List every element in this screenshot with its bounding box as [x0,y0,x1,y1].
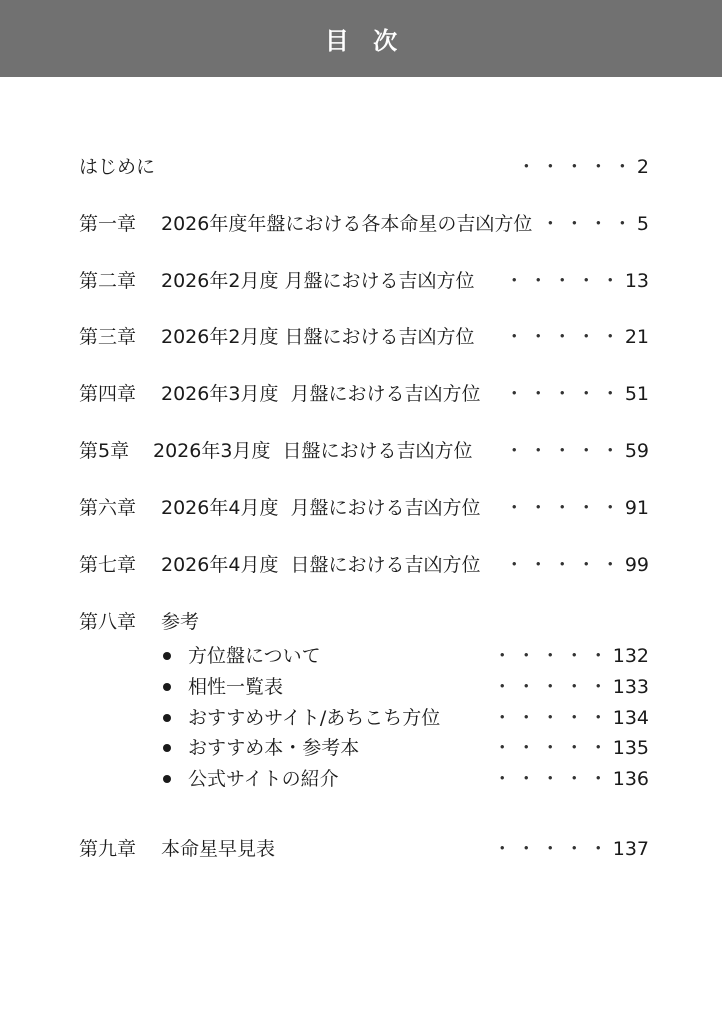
chapter-title: 2026年4月度 月盤における吉凶方位 [161,497,481,519]
toc-subentry[interactable] [163,765,649,793]
toc-entry-page [505,436,649,466]
chapter-title: 2026年2月度 月盤における吉凶方位 [161,270,475,292]
bullet-icon [163,775,171,783]
toc-entry-page [505,493,649,523]
toc-subentry-label: 相性一覧表 [188,676,284,698]
toc-page-number: 13 [624,270,649,292]
chapter-number: 第六章 [79,497,137,519]
chapter-title: 2026年3月度 月盤における吉凶方位 [161,383,481,405]
chapter-title: 2026年2月度 日盤における吉凶方位 [161,326,475,348]
toc-entry-chapter-3[interactable] [79,322,649,352]
toc-leader-dots: ・・・・・ [492,676,613,698]
toc-leader-dots: ・・・・・ [504,270,625,292]
toc-subentry[interactable] [163,704,649,732]
chapter-title: 2026年3月度 日盤における吉凶方位 [153,440,473,462]
toc-entry-page [505,379,649,409]
toc-leader-dots: ・・・・ [540,213,637,235]
toc-entry-label [79,436,473,466]
toc-leader-dots: ・・・・・ [504,326,625,348]
toc-subentry-label: おすすめサイト/あちこち方位 [188,707,441,729]
toc-entry-chapter-1[interactable] [79,209,649,239]
toc-entry-page [493,834,649,864]
toc-subentry-label: 公式サイトの紹介 [188,768,339,790]
toc-leader-dots: ・・・・・ [492,768,613,790]
chapter-title: 2026年4月度 日盤における吉凶方位 [161,554,481,576]
toc-entry-chapter-2[interactable] [79,266,649,296]
toc-entry-page [493,642,649,670]
toc-entry-label: はじめに [79,156,156,178]
toc-page-number: 133 [612,676,649,698]
toc-subentry[interactable] [163,734,649,762]
toc-entry-page [505,322,649,352]
chapter-number: 第二章 [79,270,137,292]
chapter-title: 本命星早見表 [161,838,276,860]
toc-page-number: 136 [612,768,649,790]
toc-entry-page [517,152,649,182]
toc-entry-label [79,322,474,352]
chapter-title: 参考 [161,611,200,633]
toc-page-number: 91 [624,497,649,519]
toc-page-number: 21 [624,326,649,348]
toc-entry-page [493,734,649,762]
toc-page-number: 99 [624,554,649,576]
chapter-number: 第八章 [79,611,137,633]
page-title: 目 次 [324,27,406,55]
toc-entry-label [79,266,474,296]
toc-leader-dots: ・・・・・ [516,156,637,178]
chapter-number: 第四章 [79,383,137,405]
toc-page-number: 137 [612,838,649,860]
chapter-number: 第七章 [79,554,137,576]
toc-page-number: 2 [636,156,649,178]
toc-page-number: 5 [636,213,649,235]
toc-entry-label [79,493,481,523]
toc-entry-chapter-9[interactable] [79,834,649,864]
header-bar [0,0,722,77]
toc-entry-page [505,550,649,580]
bullet-icon [163,714,171,722]
toc-entry-label [79,209,532,239]
chapter-number: 第一章 [79,213,137,235]
toc-leader-dots: ・・・・・ [504,440,625,462]
bullet-icon [163,683,171,691]
toc-leader-dots: ・・・・・ [504,497,625,519]
toc-entry-label [79,834,275,864]
toc-entry-page [493,765,649,793]
toc-subentry[interactable] [163,673,649,701]
toc-leader-dots: ・・・・・ [504,383,625,405]
toc-leader-dots: ・・・・・ [492,707,613,729]
toc-entry-page [505,266,649,296]
toc-page-number: 132 [612,645,649,667]
chapter-number: 第5章 [79,440,130,462]
toc-entry-label [79,550,481,580]
toc-entry-intro[interactable] [79,152,649,182]
toc-entry-label [79,607,199,637]
toc-page-number: 51 [624,383,649,405]
toc-entry-label [79,379,481,409]
toc-subentry[interactable] [163,642,649,670]
bullet-icon [163,652,171,660]
chapter-number: 第九章 [79,838,137,860]
toc-entry-chapter-4[interactable] [79,379,649,409]
toc-entry-chapter-6[interactable] [79,493,649,523]
toc-leader-dots: ・・・・・ [492,645,613,667]
toc-entry-chapter-8[interactable] [79,607,649,637]
toc-entry-page [493,673,649,701]
toc-entry-chapter-5[interactable] [79,436,649,466]
toc-subentry-label: おすすめ本・参考本 [188,737,360,759]
toc-entry-page [541,209,649,239]
toc-page-number: 59 [624,440,649,462]
toc-subentry-label: 方位盤について [188,645,321,667]
bullet-icon [163,744,171,752]
chapter-number: 第三章 [79,326,137,348]
toc-leader-dots: ・・・・・ [504,554,625,576]
toc-leader-dots: ・・・・・ [492,737,613,759]
toc-leader-dots: ・・・・・ [492,838,613,860]
toc-page-number: 134 [612,707,649,729]
toc-entry-page [493,704,649,732]
toc-entry-chapter-7[interactable] [79,550,649,580]
toc-page-number: 135 [612,737,649,759]
chapter-title: 2026年度年盤における各本命星の吉凶方位 [161,213,533,235]
